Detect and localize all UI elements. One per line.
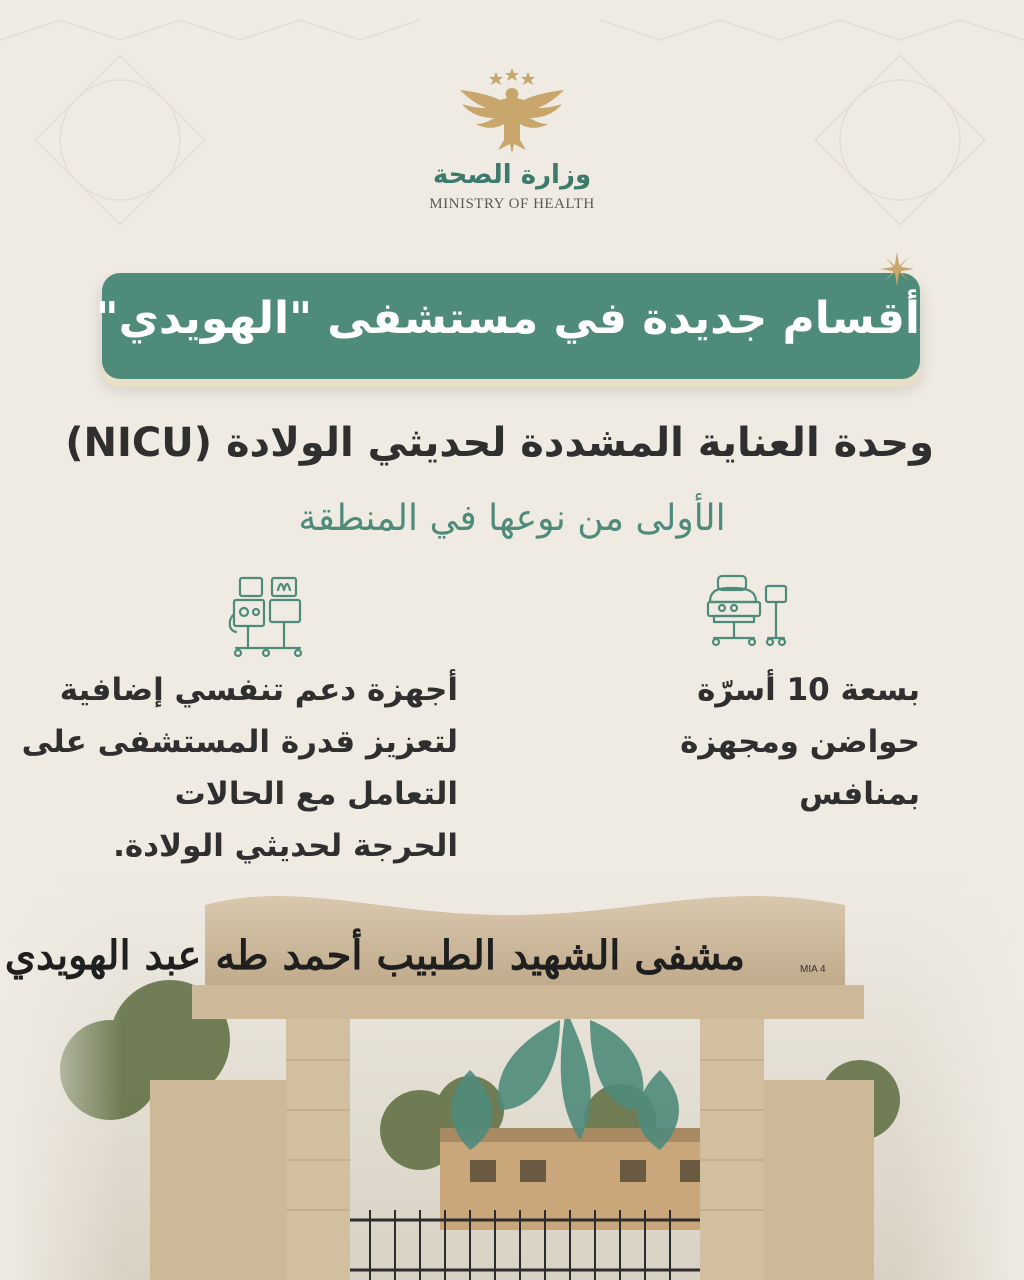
ministry-name-arabic: وزارة الصحة [432, 160, 592, 190]
hospital-sign-text: مشفى الشهيد الطبيب أحمد طه عبد الهويدي [4, 932, 745, 979]
feature-line: الحرجة لحديثي الولادة. [113, 828, 458, 864]
sign-code: MIA 4 [800, 964, 826, 975]
feature-line: بسعة 10 أسرّة [697, 672, 920, 708]
title-banner [95, 273, 920, 379]
main-heading: وحدة العناية المشددة لحديثي الولادة (NICU) [65, 420, 934, 466]
feature-line: أجهزة دعم تنفسي إضافية [59, 672, 458, 708]
sub-heading: الأولى من نوعها في المنطقة [298, 498, 726, 539]
eagle-emblem-icon [452, 66, 572, 156]
feature-beds-text [566, 664, 920, 820]
star-ornament-icon [880, 252, 914, 286]
banner-title: أقسام جديدة في مستشفى "الهويدي" [95, 293, 920, 344]
incubator-icon [700, 572, 792, 648]
ministry-name-english: MINISTRY OF HEALTH [429, 196, 595, 212]
feature-line: حواضن ومجهزة [680, 724, 920, 760]
feature-line: بمنافس [799, 776, 920, 812]
feature-line: التعامل مع الحالات [174, 776, 458, 812]
feature-respiratory-text [21, 664, 458, 872]
feature-line: لتعزيز قدرة المستشفى على [21, 724, 458, 760]
ventilator-icon [226, 574, 308, 658]
